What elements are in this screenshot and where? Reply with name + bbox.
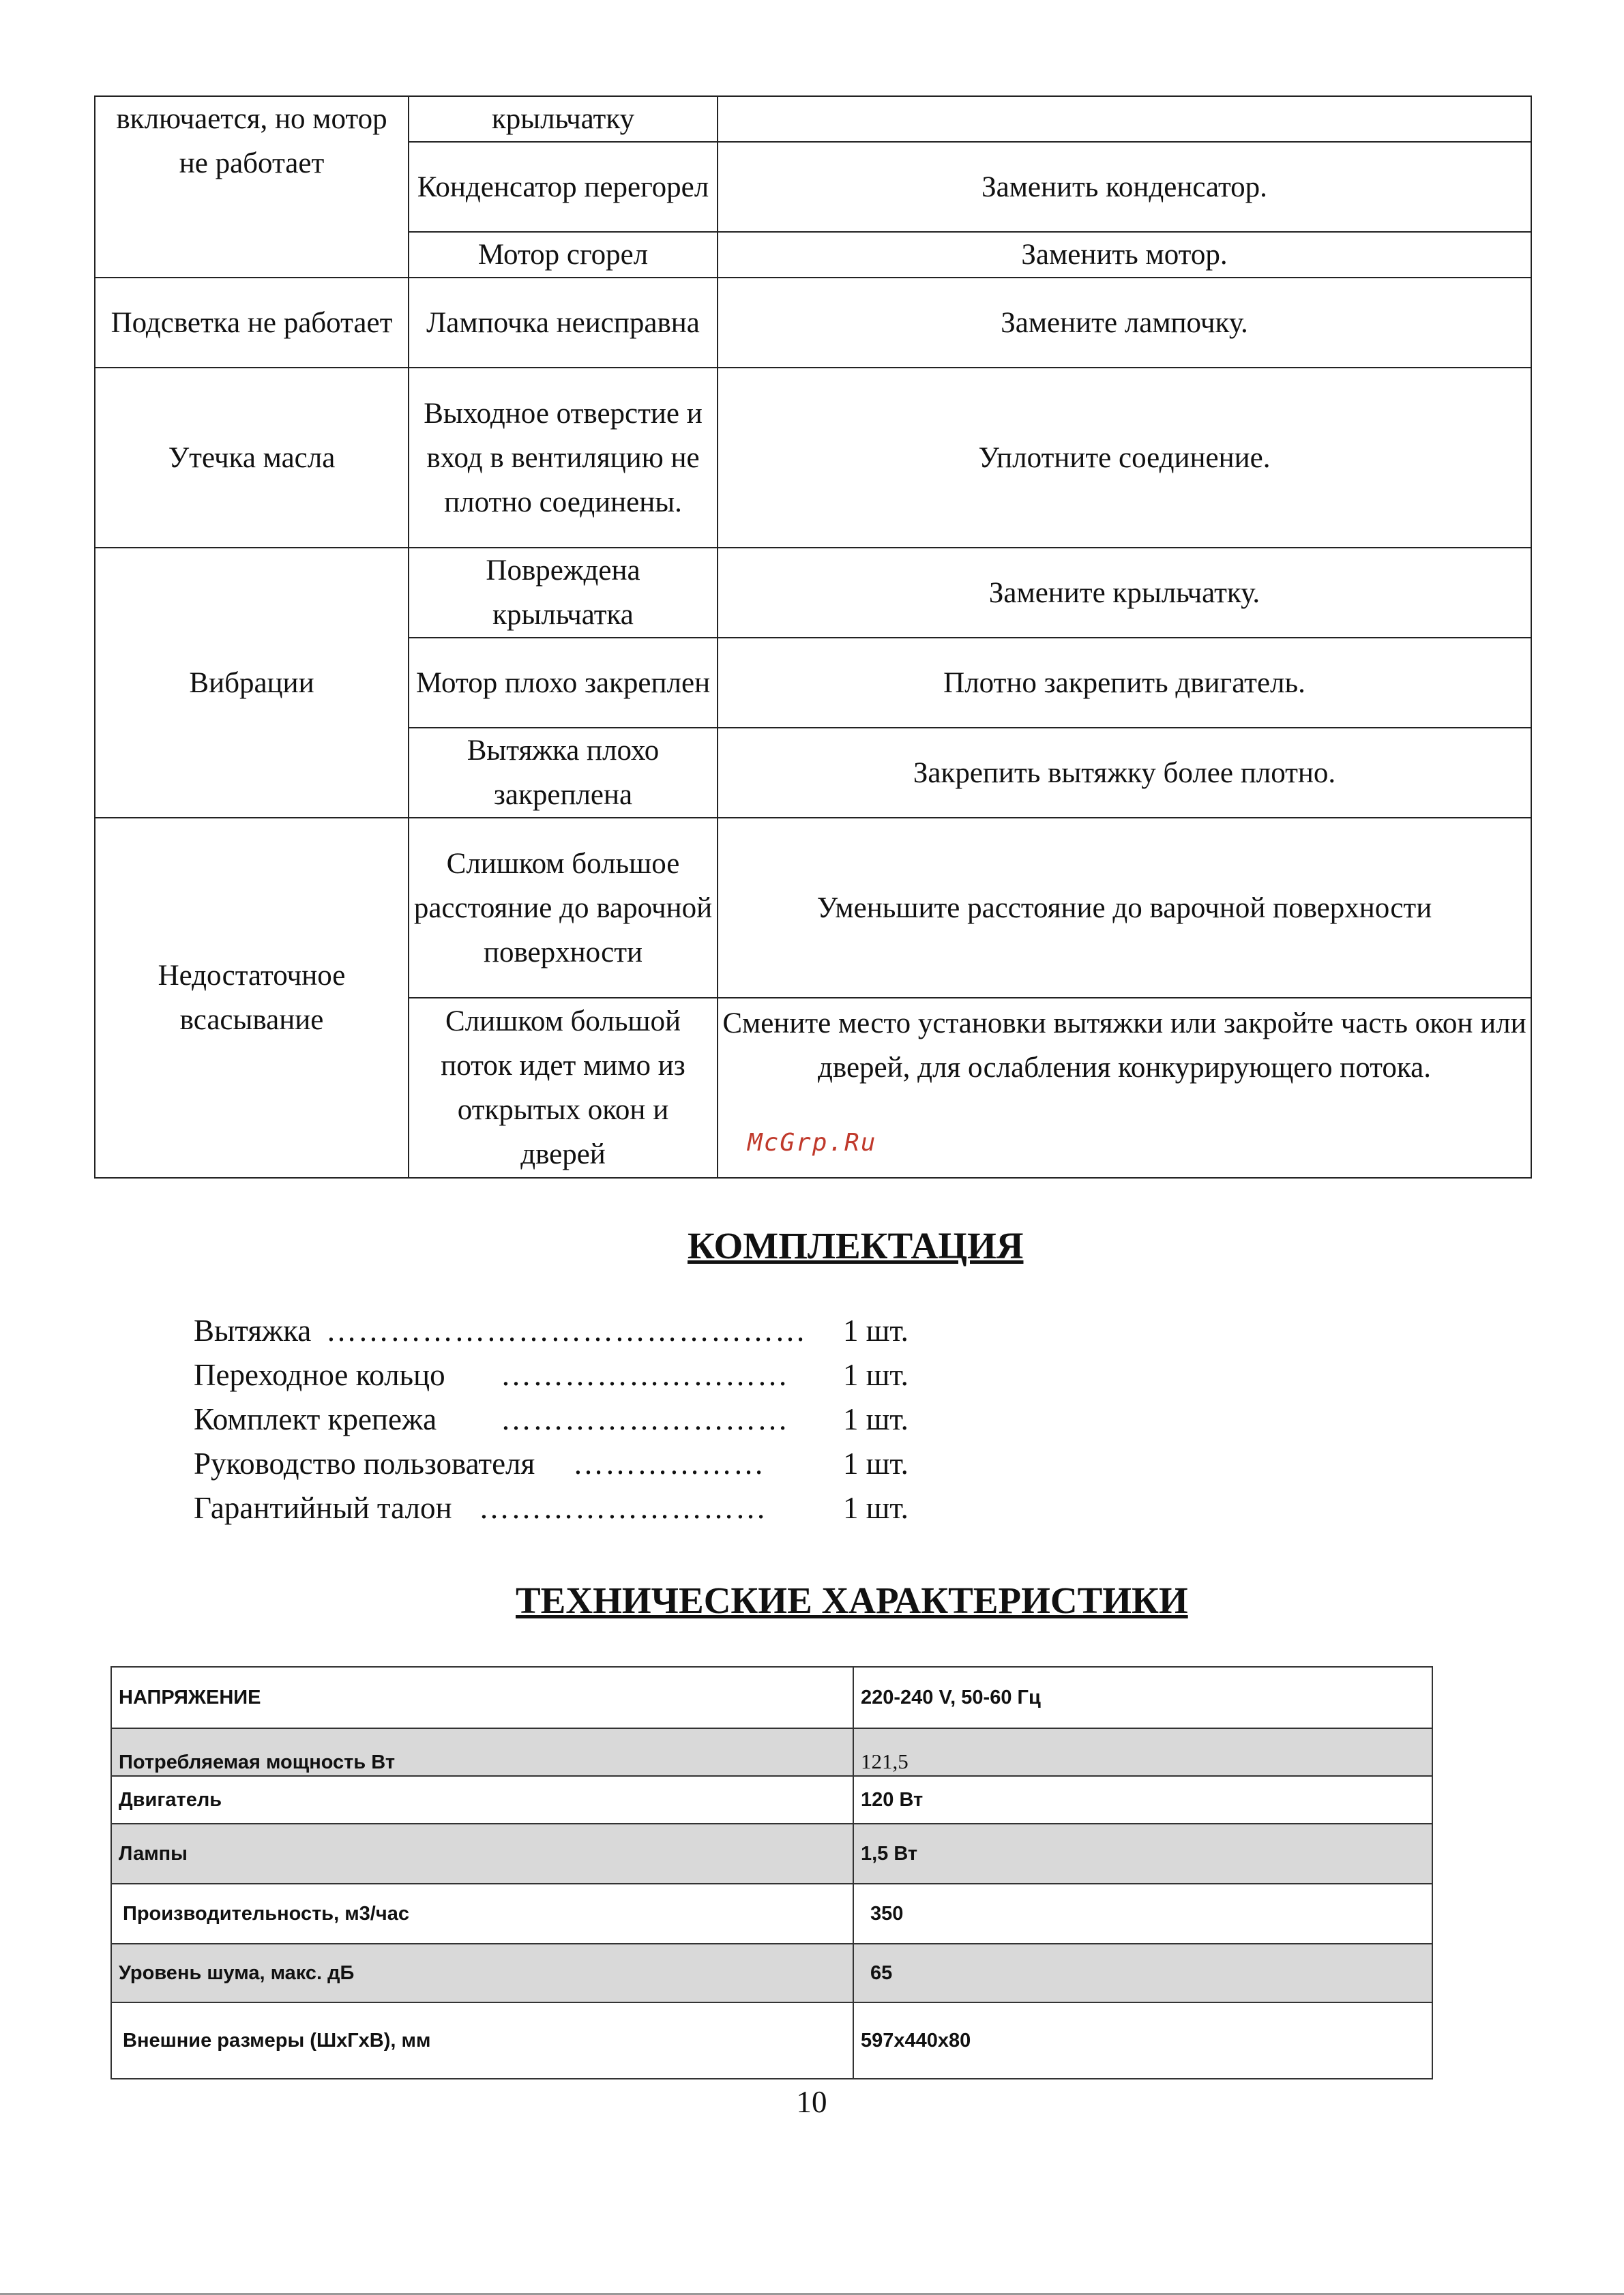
table-row — [111, 1884, 1432, 1944]
spec-value: 597x440x80 — [853, 2002, 1432, 2079]
spec-value: 220-240 V, 50-60 Гц — [853, 1667, 1432, 1728]
solution-cell: Замените лампочку. — [718, 278, 1531, 368]
kit-item-qty: 1 шт. — [843, 1491, 909, 1525]
spec-label: Лампы — [111, 1824, 853, 1884]
table-row — [111, 2002, 1432, 2079]
kit-item-name: Вытяжка — [194, 1314, 312, 1348]
problem-cell: включается, но мотор не работает — [95, 96, 409, 278]
cause-cell: Лампочка неисправна — [409, 278, 718, 368]
kit-item-name: Гарантийный талон — [194, 1491, 452, 1525]
dot-leader: ……………………………………… — [326, 1314, 807, 1348]
dot-leader: ……………………… — [501, 1402, 789, 1436]
spec-value: 121,5 — [853, 1728, 1432, 1776]
problem-cell: Недостаточное всасывание — [95, 818, 409, 1178]
spec-label: Уровень шума, макс. дБ — [111, 1944, 853, 2002]
page-number: 10 — [796, 2085, 827, 2119]
cause-cell: крыльчатку — [409, 96, 718, 142]
solution-cell: Замените крыльчатку. — [718, 548, 1531, 638]
solution-cell — [718, 96, 1531, 142]
cause-cell: Повреждена крыльчатка — [409, 548, 718, 638]
kit-item-qty: 1 шт. — [843, 1314, 909, 1348]
watermark: McGrp.Ru — [748, 1129, 877, 1157]
table-row — [111, 1824, 1432, 1884]
spec-label: Внешние размеры (ШхГхВ), мм — [111, 2002, 853, 2079]
kit-item-qty: 1 шт. — [843, 1447, 909, 1481]
cause-cell: Конденсатор перегорел — [409, 142, 718, 232]
spec-label: Двигатель — [111, 1776, 853, 1824]
kit-item-qty: 1 шт. — [843, 1402, 909, 1436]
spec-label: НАПРЯЖЕНИЕ — [111, 1667, 853, 1728]
kit-item-name: Комплект крепежа — [194, 1402, 437, 1436]
dot-leader: ……………… — [573, 1447, 765, 1481]
solution-cell: Смените место установки вытяжки или закройте часть окон или дверей, для ослабления конкурирующего потока. — [718, 998, 1531, 1178]
spec-value: 1,5 Вт — [853, 1824, 1432, 1884]
table-row — [111, 1944, 1432, 2002]
specs-heading: ТЕХНИЧЕСКИЕ ХАРАКТЕРИСТИКИ — [516, 1580, 1188, 1621]
solution-cell: Закрепить вытяжку более плотно. — [718, 728, 1531, 818]
cause-cell: Слишком большой поток идет мимо из открытых окон и дверей — [409, 998, 718, 1178]
table-row — [111, 1776, 1432, 1824]
spec-label: Производительность, м3/час — [111, 1884, 853, 1944]
spec-value: 65 — [853, 1944, 1432, 2002]
cause-cell: Вытяжка плохо закреплена — [409, 728, 718, 818]
problem-cell: Утечка масла — [95, 368, 409, 548]
table-row — [111, 1667, 1432, 1728]
solution-cell: Уплотните соединение. — [718, 368, 1531, 548]
solution-cell: Уменьшите расстояние до варочной поверхности — [718, 818, 1531, 998]
table-row — [111, 1728, 1432, 1776]
cause-cell: Мотор сгорел — [409, 232, 718, 278]
dot-leader: ……………………… — [479, 1491, 767, 1525]
problem-cell: Подсветка не работает — [95, 278, 409, 368]
kit-item-qty: 1 шт. — [843, 1358, 909, 1392]
cause-cell: Слишком большое расстояние до варочной поверхности — [409, 818, 718, 998]
kit-heading: КОМПЛЕКТАЦИЯ — [688, 1225, 1024, 1267]
solution-cell: Заменить конденсатор. — [718, 142, 1531, 232]
specs-table — [110, 1666, 1433, 2079]
kit-item-name: Руководство пользователя — [194, 1447, 535, 1481]
solution-cell: Заменить мотор. — [718, 232, 1531, 278]
spec-value: 350 — [853, 1884, 1432, 1944]
kit-item-name: Переходное кольцо — [194, 1358, 445, 1392]
problem-cell: Вибрации — [95, 548, 409, 818]
dot-leader: ……………………… — [501, 1358, 789, 1392]
cause-cell: Мотор плохо закреплен — [409, 638, 718, 728]
solution-cell: Плотно закрепить двигатель. — [718, 638, 1531, 728]
spec-value: 120 Вт — [853, 1776, 1432, 1824]
cause-cell: Выходное отверстие и вход в вентиляцию не плотно соединены. — [409, 368, 718, 548]
troubleshooting-table — [94, 95, 1532, 1179]
spec-label: Потребляемая мощность Вт — [111, 1728, 853, 1776]
